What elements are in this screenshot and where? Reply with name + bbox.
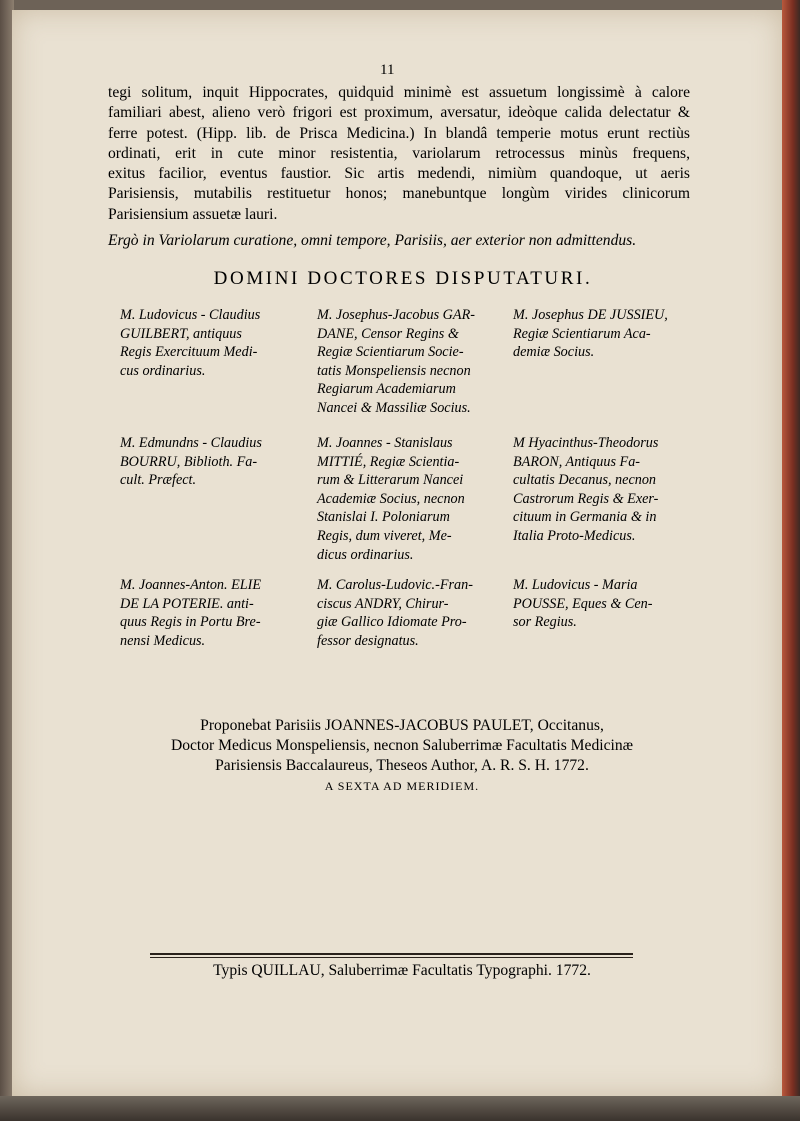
doctor-line: Italia Proto-Medicus. [513, 527, 636, 544]
doctor-entry [120, 306, 310, 380]
proponebat-line: Parisiensis Baccalaureus, Theseos Author, A. R. S. H. 1772. [215, 757, 589, 774]
paragraph-line: Parisiensium assuetæ lauri. [108, 205, 278, 223]
doctor-line: M. Ludovicus - Claudius [120, 307, 261, 323]
doctor-line: demiæ Socius. [513, 344, 595, 361]
printer-imprint: Typis QUILLAU, Saluberrimæ Facultatis Typographi. 1772. [213, 962, 591, 979]
doctor-line: DE LA POTERIE. anti- [120, 595, 254, 612]
doctor-line: Regis Exercituum Medi- [120, 344, 258, 361]
doctor-line: Regis, dum viveret, Me- [317, 527, 452, 544]
book-bottom-edge [0, 1096, 800, 1121]
paragraph-line: ferre potest. (Hipp. lib. de Prisca Medicina.) In blandâ temperie motus erunt rectiùs [108, 124, 690, 142]
doctor-line: fessor designatus. [317, 632, 419, 649]
paragraph-line: exitus facilior, eventus faustior. Sic artis medendi, nimiùm quandoque, ut aeris [108, 165, 690, 183]
divider-rule [150, 953, 633, 955]
doctor-line: Academiæ Socius, necnon [317, 490, 465, 507]
doctor-line: rum & Litterarum Nancei [317, 472, 464, 489]
doctor-entry [120, 434, 310, 490]
divider-rule-thin [150, 957, 633, 958]
doctor-entry [317, 434, 507, 564]
doctor-line: GUILBERT, antiquus [120, 325, 242, 342]
doctor-line: M Hyacinthus-Theodorus [513, 435, 659, 451]
doctor-entry [513, 576, 703, 632]
book-right-edge [782, 0, 800, 1121]
doctor-entry [120, 576, 310, 650]
doctor-line: cus ordinarius. [120, 362, 206, 379]
page-top-edge [0, 0, 800, 10]
proponebat-block [108, 716, 696, 796]
paragraph-line: ordinati, erit in cute minor resistentia, variolarum retrocessus minùs frequens, [108, 144, 690, 162]
doctor-line: quus Regis in Portu Bre- [120, 614, 261, 631]
conclusion-statement: Ergò in Variolarum curatione, omni tempore, Parisiis, aer exterior non admittendus. [108, 232, 637, 249]
page-number: 11 [380, 62, 395, 78]
doctor-line: POUSSE, Eques & Cen- [513, 595, 653, 612]
body-paragraph [108, 83, 690, 225]
doctor-line: tatis Monspeliensis necnon [317, 362, 471, 379]
doctor-line: cultatis Decanus, necnon [513, 472, 657, 489]
doctor-line: Regiæ Scientiarum Aca- [513, 325, 651, 342]
doctor-line: Castrorum Regis & Exer- [513, 490, 659, 507]
doctor-line: M. Josephus DE JUSSIEU, [513, 307, 668, 323]
doctor-line: M. Joannes-Anton. ELIE [120, 577, 262, 593]
doctor-line: dicus ordinarius. [317, 546, 414, 563]
doctor-line: nensi Medicus. [120, 632, 206, 649]
section-heading: DOMINI DOCTORES DISPUTATURI. [213, 268, 593, 289]
doctor-line: Regiarum Academiarum [317, 381, 456, 398]
doctor-line: Nancei & Massiliæ Socius. [317, 399, 471, 416]
doctor-line: M. Ludovicus - Maria [513, 577, 638, 593]
doctor-line: giæ Gallico Idiomate Pro- [317, 614, 467, 631]
doctor-entry [317, 576, 507, 650]
doctor-line: Regiæ Scientiarum Socie- [317, 344, 464, 361]
doctor-line: DANE, Censor Regins & [317, 325, 459, 342]
paragraph-line: Parisiensis, mutabilis restituetur honos; manebuntque longùm virides clinicorum [108, 185, 690, 203]
doctor-line: BARON, Antiquus Fa- [513, 453, 641, 470]
doctor-line: M. Josephus-Jacobus GAR- [317, 307, 475, 323]
doctor-line: M. Carolus-Ludovic.-Fran- [317, 577, 473, 593]
doctor-line: M. Edmundns - Claudius [120, 435, 262, 451]
doctor-entry [513, 434, 703, 546]
doctor-line: MITTIÉ, Regiæ Scientia- [317, 453, 460, 470]
proponebat-line: Doctor Medicus Monspeliensis, necnon Saluberrimæ Facultatis Medicinæ [170, 737, 634, 754]
doctor-entry [513, 306, 703, 362]
doctor-entry [317, 306, 507, 418]
time-line: A SEXTA AD MERIDIEM. [324, 779, 480, 793]
paragraph-line: familiari abest, alieno verò frigori est proximum, aversatur, ideòque calida delectatur & [108, 104, 690, 122]
doctor-line: ciscus ANDRY, Chirur- [317, 595, 449, 612]
doctor-line: Stanislai I. Poloniarum [317, 509, 450, 526]
doctor-line: cult. Præfect. [120, 472, 197, 489]
paragraph-line: tegi solitum, inquit Hippocrates, quidquid minimè est assuetum longissimè à calore [108, 84, 690, 101]
proponebat-line: Proponebat Parisiis JOANNES-JACOBUS PAULET, Occitanus, [200, 717, 604, 734]
doctor-line: sor Regius. [513, 614, 577, 631]
doctor-line: cituum in Germania & in [513, 509, 657, 526]
doctor-line: M. Joannes - Stanislaus [317, 435, 453, 451]
doctor-line: BOURRU, Biblioth. Fa- [120, 453, 258, 470]
